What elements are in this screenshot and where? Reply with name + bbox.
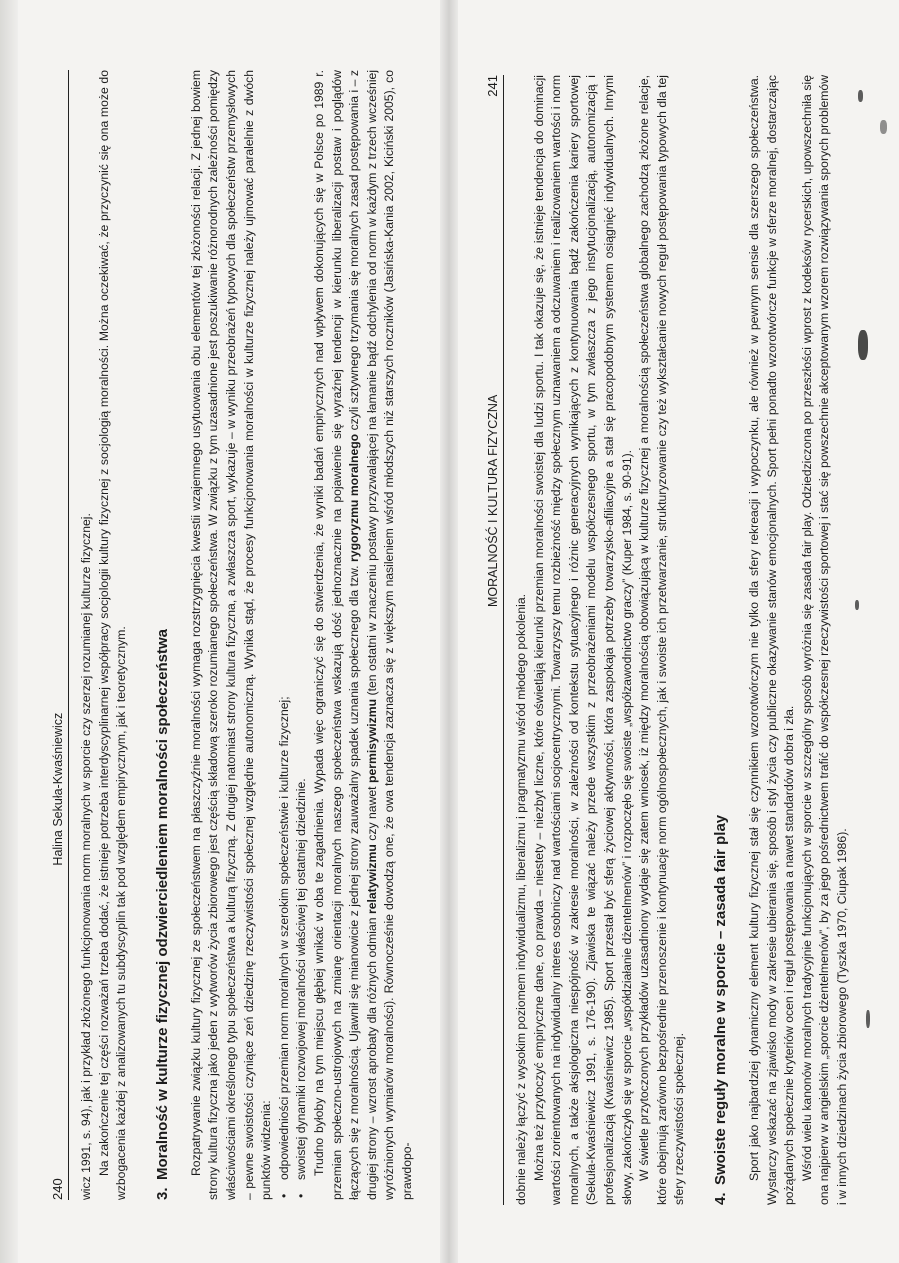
- paragraph: [311, 70, 417, 1200]
- text-run: czy nawet: [364, 786, 379, 841]
- left-running-head: [50, 70, 69, 1200]
- emphasis-term: permisywizmu: [364, 698, 379, 783]
- right-body: [513, 75, 852, 1205]
- right-page: [485, 75, 885, 1205]
- section-title: Moralność w kulturze fizycznej odzwierciedleniem moralności społeczeństwa: [153, 629, 171, 1180]
- book-spine-shadow: [440, 0, 458, 1263]
- section-title: Swoiste reguły moralne w sporcie – zasada fair play: [711, 814, 729, 1185]
- list-item: • swoistej dynamiki rozwojowej moralności właściwej tej ostatniej dziedzinie.: [293, 70, 311, 1200]
- section-heading: [711, 75, 730, 1205]
- running-head-title: MORALNOŚĆ I KULTURA FIZYCZNA: [486, 394, 500, 607]
- emphasis-term: relatywizmu: [364, 844, 379, 914]
- right-running-head: [485, 75, 504, 1205]
- emphasis-term: rygoryzmu moralnego: [347, 433, 362, 562]
- section-heading: [153, 70, 172, 1200]
- paragraph: Można też przytoczyć empiryczne dane, co prawda – niestety – niezbyt liczne, które oświetlają kierunki przemian moralności swoistej dla ludzi sportu. I tak okazuje się, że istnieje tendencja do dominacji wartości zorientowanych na indywidualny interes osobniczy nad wartościami socjocentrycznymi. Towarzyszy temu rozbieżność między społecznym uznawaniem a odczuwaniem i realizowaniem wartości i norm moralnych, a także aksjologiczna niespójność w zakresie moralności, w zależności od kontekstu sytuacyjnego i różnic generacyjnych wynikających z kontynuowania bądź zakończenia kariery sportowej (Sekuła-Kwaśniewicz 1991, s. 176-190). Zjawiska te wiązać należy przede wszystkim z przeobrażeniami modelu współczesnego sportu, w tym zwłaszcza z jego instytucjonalizacją, autonomizacją i profesjonalizacją (Kwaśniewicz 1985). Sport przestał być sferą życiowej aktywności, która zaspokaja potrzeby towarzysko-afiliacyjne a stał się pracopodobnym systemem osiągnięć indywidualnych. Innymi słowy, zakończyło się w sporcie „współdziałanie dżentelmenów” i rozpoczęło się swoiste „współzawodnictwo graczy” (Kuper 1984, s. 90-91).: [531, 75, 634, 1205]
- list-item: • odpowiedniości przemian norm moralnych w szerokim społeczeństwie i kulturze fizycznej;: [276, 70, 294, 1200]
- page-number: 240: [50, 1178, 65, 1200]
- page-number: 241: [485, 75, 500, 97]
- running-head-author: Halina Sekuła-Kwaśniewicz: [51, 712, 65, 866]
- scan-edge: [0, 0, 18, 1263]
- paragraph: wicz 1991, s. 94), jak i przykład złożonego funkcjonowania norm moralnych w sporcie czy szerzej rozumianej kulturze fizycznej.: [79, 513, 93, 1200]
- section-number: 3.: [153, 1187, 171, 1200]
- bullet-list: [276, 70, 311, 1200]
- paragraph: Na zakończenie tej części rozważań trzeba dodać, że istnieje potrzeba interdyscyplinarnej współpracy socjologii kultury fizycznej z socjologią moralności. Można oczekiwać, że przyczynić się ona może do wzbogacenia każdej z analizowanych tu subdyscyplin tak pod względem empirycznym, jak i teoretycznym.: [96, 70, 129, 1200]
- left-body: [78, 70, 417, 1200]
- paragraph: Rozpatrywanie związku kultury fizycznej ze społeczeństwem na płaszczyźnie moralności wymaga rozstrzygnięcia kwestii wzajemnego usytuowania obu elementów tej złożoności relacji. Z jednej bowiem strony kultura fizyczna jako jeden z wytworów życia zbiorowego jest częścią składową szeroko rozumianego społeczeństwa. W związku z tym uzasadnione jest poszukiwanie różnorodnych zależności pomiędzy właściwościami określonego typu społeczeństwa a kulturą fizyczną. Z drugiej natomiast strony kultura fizyczna, a zwłaszcza sport, wykazuje – w wyniku przeobrażeń typowych dla społeczeństw przemysłowych – pewne swoistości czyniące zeń dziedzinę rzeczywistości społecznej względnie autonomiczną. Wynika stąd, że procesy funkcjonowania moralności w kulturze fizycznej należy ujmować paralelnie z dwóch punktów widzenia:: [188, 70, 274, 1200]
- paragraph: dobnie należy łączyć z wysokim poziomem indywidualizmu, liberalizmu i pragmatyzmu wśród młodego pokolenia.: [514, 594, 528, 1205]
- section-number: 4.: [711, 1192, 729, 1205]
- paragraph: Sport jako najbardziej dynamiczny element kultury fizycznej stał się czynnikiem wzorotwórczym nie tylko dla sfery rekreacji i wypoczynku, ale również w pewnym sensie dla szerszego społeczeństwa. Wystarczy wskazać na zjawisko mody w zakresie ubierania się, sposób i styl życia czy publiczne okazywanie stanów emocjonalnych. Sport pełni ponadto wzorotwórcze funkcje w sferze moralnej, dostarczając pożądanych społecznie kryteriów ocen i reguł postępowania a nawet standardów dobra i zła.: [746, 75, 797, 1205]
- text-run: Trudno byłoby na tym miejscu głębiej wnikać w oba te zagadnienia. Wypada więc ograniczyć się do stwierdzenia, że wyniki badań empirycznych nad wpływem dokonujących się w Polsce po 1989 r. przemian społeczno-ustrojowych na zmianę orientacji moralnych naszego społeczeństwa wskazują dość jednoznacznie na pojawienie się wyraźnej tendencji w kierunku liberalizacji postaw i poglądów łączących się z moralnością. Ujawnił się mianowicie z jednej strony zauważalny spadek uznania społecznego dla tzw.: [311, 70, 362, 1200]
- paragraph: W świetle przytoczonych przykładów uzasadniony wydaje się zatem wniosek, iż między moralnością obowiązującą w kulturze fizycznej a moralnością społeczeństwa globalnego zachodzą złożone relacje, które obejmują zarówno bezpośrednie przenoszenie i kontynuację norm ogólnospołecznych, jak i swoiste ich przetwarzanie, strukturyzowanie czy też wykształcanie nowych reguł postępowania typowych dla tej sfery rzeczywistości społecznej.: [637, 75, 687, 1205]
- text-run: (ten ostatni w znaczeniu postawy przyzwalającej na łamanie bądź odchylenia od norm w każdym z trzech wcześniej wyróżnionych wymiarów moralności). Równocześnie dowodzą one, że owa tendencja zaznacza się z większym nasileniem wśród młodszych niż starszych roczników (Jasińska-Kania 2002, Kiciński 2005), co prawdopo-: [364, 69, 414, 1200]
- text-run: czyli sztywnego trzymania się moralnych zasad postępowania i – z drugiej strony – wzrost aprobaty dla różnych odmian: [347, 70, 379, 1200]
- left-page: [50, 70, 440, 1200]
- paragraph: Wśród wielu kanonów moralnych tradycyjnie funkcjonujących w sporcie w szczególny sposób wyróżnia się zasada fair play. Odziedziczona po przeszłości wprost z kodeksów rycerskich, upowszechniła się ona najpierw w angielskim „sporcie dżentelmenów”, by za jego pośrednictwem trafić do współczesnej rzeczywistości sportowej i stać się powszechnie akceptowanym wzorem rozwiązywania sporych problemów i w innych dziedzinach życia zbiorowego (Tyszka 1970, Ciupak 1986).: [799, 75, 849, 1205]
